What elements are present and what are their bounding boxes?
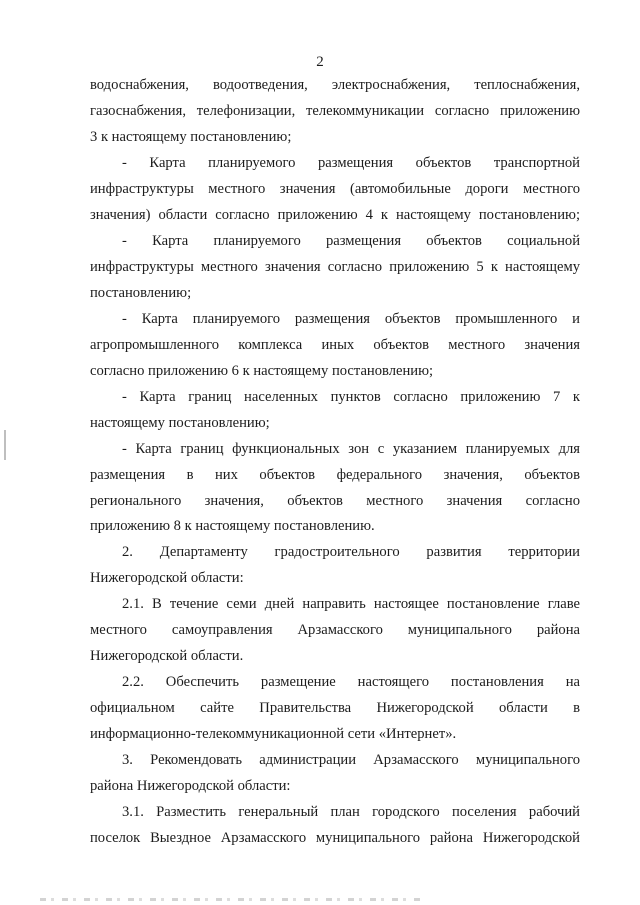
text-line: приложению 8 к настоящему постановлению. — [90, 518, 375, 534]
text-line: 3. Рекомендовать администрации Арзамасского муниципального — [122, 752, 580, 768]
page-number: 2 — [316, 54, 324, 70]
text-line: инфраструктуры местного значения (автомобильные дороги местного — [90, 181, 580, 197]
text-line: - Карта планируемого размещения объектов промышленного и — [122, 311, 580, 327]
text-line: значения) области согласно приложению 4 к настоящему постановлению; — [90, 207, 580, 223]
text-line: 2. Департаменту градостроительного развития территории — [122, 544, 580, 560]
text-line: района Нижегородской области: — [90, 778, 291, 794]
text-line: настоящему постановлению; — [90, 415, 270, 431]
text-line: Нижегородской области. — [90, 648, 244, 664]
scan-artifact-bottom — [40, 898, 420, 901]
text-line: - Карта границ функциональных зон с указанием планируемых для — [122, 441, 580, 457]
text-line: газоснабжения, телефонизации, телекоммуникации согласно приложению — [90, 103, 580, 119]
text-line: 3.1. Разместить генеральный план городского поселения рабочий — [122, 804, 580, 820]
text-line: - Карта планируемого размещения объектов социальной — [122, 233, 580, 249]
scan-artifact — [4, 430, 6, 460]
text-line: 3 к настоящему постановлению; — [90, 129, 292, 145]
text-line: агропромышленного комплекса иных объектов местного значения — [90, 337, 580, 353]
text-line: 2.1. В течение семи дней направить настоящее постановление главе — [122, 596, 580, 612]
text-line: водоснабжения, водоотведения, электроснабжения, теплоснабжения, — [90, 77, 580, 93]
text-line: официальном сайте Правительства Нижегородской области в — [90, 700, 580, 716]
text-line: - Карта границ населенных пунктов согласно приложению 7 к — [122, 389, 580, 405]
text-line: размещения в них объектов федерального значения, объектов — [90, 467, 580, 483]
text-line: инфраструктуры местного значения согласно приложению 5 к настоящему — [90, 259, 580, 275]
text-line: поселок Выездное Арзамасского муниципального района Нижегородской — [90, 830, 580, 846]
text-line: постановлению; — [90, 285, 192, 301]
text-line: 2.2. Обеспечить размещение настоящего постановления на — [122, 674, 580, 690]
text-line: согласно приложению 6 к настоящему постановлению; — [90, 363, 434, 379]
text-line: местного самоуправления Арзамасского муниципального района — [90, 622, 580, 638]
text-line: Нижегородской области: — [90, 570, 244, 586]
text-line: регионального значения, объектов местного значения согласно — [90, 493, 580, 509]
text-line: информационно-телекоммуникационной сети «Интернет». — [90, 726, 457, 742]
text-line: - Карта планируемого размещения объектов транспортной — [122, 155, 580, 171]
